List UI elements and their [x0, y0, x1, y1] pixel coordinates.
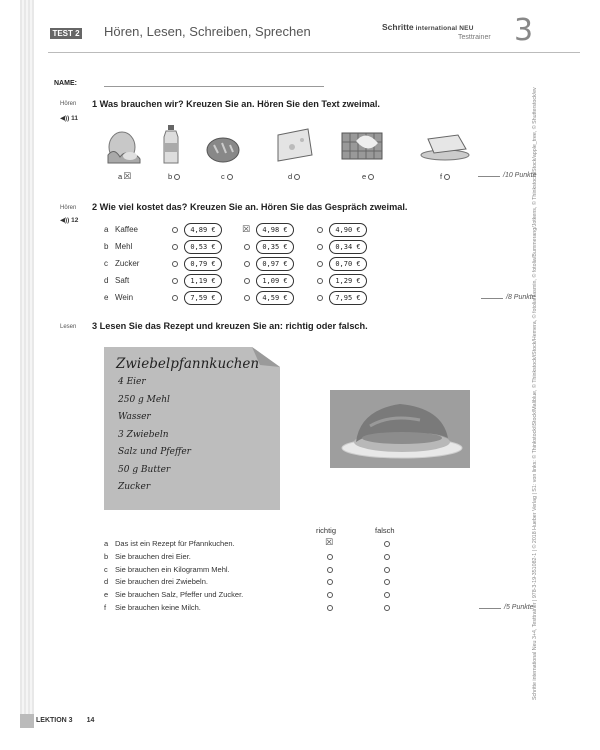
name-label: NAME:	[54, 80, 77, 87]
ingredient: 3 Zwiebeln	[118, 429, 169, 440]
statement-text: Das ist ein Rezept für Pfannkuchen.	[115, 539, 235, 548]
task1-images	[100, 125, 480, 165]
statement-text: Sie brauchen keine Milch.	[115, 603, 201, 612]
option-letter: b	[168, 172, 173, 181]
task1-option-d[interactable]	[288, 172, 300, 181]
price-option[interactable]: 4,90 €	[329, 223, 367, 237]
price-row-label: Zucker	[115, 259, 140, 268]
task3-skill: Lesen	[60, 324, 77, 330]
checked-mark[interactable]: ☒	[123, 171, 132, 181]
radio-button[interactable]	[444, 174, 450, 180]
ingredient: Salz und Pfeffer	[118, 447, 191, 457]
price-row-letter: e	[104, 293, 109, 302]
radio-button[interactable]	[317, 295, 323, 301]
task1-option-a[interactable]	[118, 172, 131, 181]
price-option[interactable]: 4,59 €	[256, 291, 294, 305]
price-row-label: Kaffee	[115, 225, 138, 234]
cheese-image	[278, 129, 312, 161]
price-option[interactable]: 7,95 €	[329, 291, 367, 305]
radio-button[interactable]	[172, 244, 178, 250]
radio-button[interactable]	[244, 261, 250, 267]
radio-richtig[interactable]	[327, 592, 333, 598]
radio-richtig[interactable]	[327, 605, 333, 611]
statement-letter: c	[104, 564, 108, 574]
radio-richtig[interactable]	[327, 554, 333, 560]
radio-richtig[interactable]	[327, 579, 333, 585]
ingredient: 4 Eier	[118, 377, 146, 387]
brand-name: Schritte international NEU	[382, 22, 474, 32]
radio-falsch[interactable]	[384, 592, 390, 598]
statement-text: Sie brauchen ein Kilogramm Mehl.	[115, 564, 230, 574]
radio-button[interactable]	[317, 227, 323, 233]
page-title: Hören, Lesen, Schreiben, Sprechen	[104, 24, 311, 39]
lesson-number: 3	[514, 13, 534, 48]
radio-button[interactable]	[317, 244, 323, 250]
radio-falsch[interactable]	[384, 579, 390, 585]
water-bottle-image	[164, 125, 178, 163]
pancake-photo	[330, 390, 470, 468]
checked-mark[interactable]: ☒	[242, 224, 251, 234]
statement-letter: f	[104, 603, 107, 612]
butter-image	[421, 135, 469, 160]
radio-falsch[interactable]	[384, 605, 390, 611]
ingredient: Zucker	[118, 482, 151, 492]
brand-subtitle: Testtrainer	[458, 34, 491, 41]
header-divider	[48, 52, 580, 53]
statement-letter: b	[104, 551, 109, 561]
price-option[interactable]: 0,79 €	[184, 257, 222, 271]
radio-button[interactable]	[244, 278, 250, 284]
task1-option-f[interactable]	[440, 172, 450, 181]
statement-letter: e	[104, 590, 109, 600]
radio-button[interactable]	[227, 174, 233, 180]
price-option[interactable]: 1,09 €	[256, 274, 294, 288]
task1-skill: Hören	[60, 101, 77, 107]
page-edge-decoration	[20, 0, 34, 728]
statement-letter: a	[104, 539, 109, 548]
footer-bar	[20, 714, 34, 728]
price-option[interactable]: 0,34 €	[329, 240, 367, 254]
option-letter: e	[362, 172, 367, 181]
statement-text: Sie brauchen drei Eier.	[115, 551, 191, 561]
radio-button[interactable]	[172, 227, 178, 233]
eggs-image	[108, 132, 140, 163]
task1-title: 1 Was brauchen wir? Kreuzen Sie an. Hören Sie den Text zweimal.	[92, 99, 380, 109]
statement-text: Sie brauchen Salz, Pfeffer und Zucker.	[115, 590, 244, 600]
statement-letter: d	[104, 577, 109, 587]
task1-option-c[interactable]	[221, 172, 233, 181]
price-option[interactable]: 0,97 €	[256, 257, 294, 271]
page-number: 14	[86, 717, 95, 724]
radio-button[interactable]	[244, 244, 250, 250]
bread-image	[207, 138, 239, 162]
price-row-label: Wein	[115, 293, 134, 302]
radio-button[interactable]	[244, 295, 250, 301]
footer-lesson: LEKTION 3	[36, 717, 73, 724]
task1-option-b[interactable]	[168, 172, 180, 181]
name-field[interactable]	[104, 86, 324, 87]
price-option[interactable]: 4,89 €	[184, 223, 222, 237]
col-richtig: richtig	[316, 526, 337, 535]
ingredient: 250 g Mehl	[118, 394, 170, 405]
checked-mark[interactable]: ☒	[325, 537, 334, 547]
price-option[interactable]: 0,70 €	[329, 257, 367, 271]
price-option[interactable]: 7,59 €	[184, 291, 222, 305]
price-row-letter: c	[104, 259, 108, 268]
radio-button[interactable]	[317, 261, 323, 267]
task1-audio-track: ◀)) 11	[60, 115, 79, 122]
task2-title: 2 Wie viel kostet das? Kreuzen Sie an. Hören Sie das Gespräch zweimal.	[92, 202, 408, 212]
option-letter: a	[118, 172, 123, 181]
option-letter: c	[221, 172, 225, 181]
price-option[interactable]: 1,29 €	[329, 274, 367, 288]
statement-text: Sie brauchen drei Zwiebeln.	[115, 577, 208, 587]
radio-richtig[interactable]	[327, 567, 333, 573]
price-option[interactable]: 1,19 €	[184, 274, 222, 288]
task2-audio-track: ◀)) 12	[60, 217, 79, 224]
radio-button[interactable]	[174, 174, 180, 180]
task1-points: /10 Punkte	[478, 172, 536, 179]
price-option[interactable]: 4,98 €	[256, 223, 294, 237]
option-letter: d	[288, 172, 293, 181]
task3-title: 3 Lesen Sie das Rezept und kreuzen Sie an: richtig oder falsch.	[92, 321, 368, 331]
price-row-letter: a	[104, 225, 109, 234]
task1-option-e[interactable]	[362, 172, 374, 181]
task2-skill: Hören	[60, 205, 77, 211]
ingredient: 50 g Butter	[118, 464, 171, 475]
radio-button[interactable]	[368, 174, 374, 180]
price-row-label: Saft	[115, 276, 130, 285]
radio-falsch[interactable]	[384, 554, 390, 560]
copyright-credits: Schritte international Neu 3+4, Testtrainer | 978-3-19-351082-1 | © 2018 Hueber Verlag | S1: von links: © Thinkstock/iStock/Maliblue, © Thinkstock/iStock/Hemera, © fotolia/Jasmin, © fotolia/Bummerang/Jotkens, © Thinkstock/iStock/apple_tree, © Shutterstock/ev	[532, 87, 538, 700]
chocolate-image	[342, 133, 382, 159]
ingredient: Wasser	[118, 412, 151, 422]
radio-button[interactable]	[172, 295, 178, 301]
task2-points: /8 Punkte	[481, 294, 536, 301]
price-option[interactable]: 0,53 €	[184, 240, 222, 254]
recipe-title: Zwiebelpfannkuchen	[116, 356, 260, 372]
radio-button[interactable]	[317, 278, 323, 284]
price-row-letter: b	[104, 242, 109, 251]
footer	[36, 717, 94, 724]
radio-falsch[interactable]	[384, 541, 390, 547]
radio-button[interactable]	[172, 278, 178, 284]
task3-points: /5 Punkte	[479, 604, 534, 611]
radio-falsch[interactable]	[384, 567, 390, 573]
price-row-letter: d	[104, 276, 109, 285]
price-option[interactable]: 0,35 €	[256, 240, 294, 254]
col-falsch: falsch	[375, 526, 395, 535]
radio-button[interactable]	[294, 174, 300, 180]
radio-button[interactable]	[172, 261, 178, 267]
option-letter: f	[440, 172, 443, 181]
test-tag: TEST 2	[50, 28, 82, 39]
price-row-label: Mehl	[115, 242, 133, 251]
